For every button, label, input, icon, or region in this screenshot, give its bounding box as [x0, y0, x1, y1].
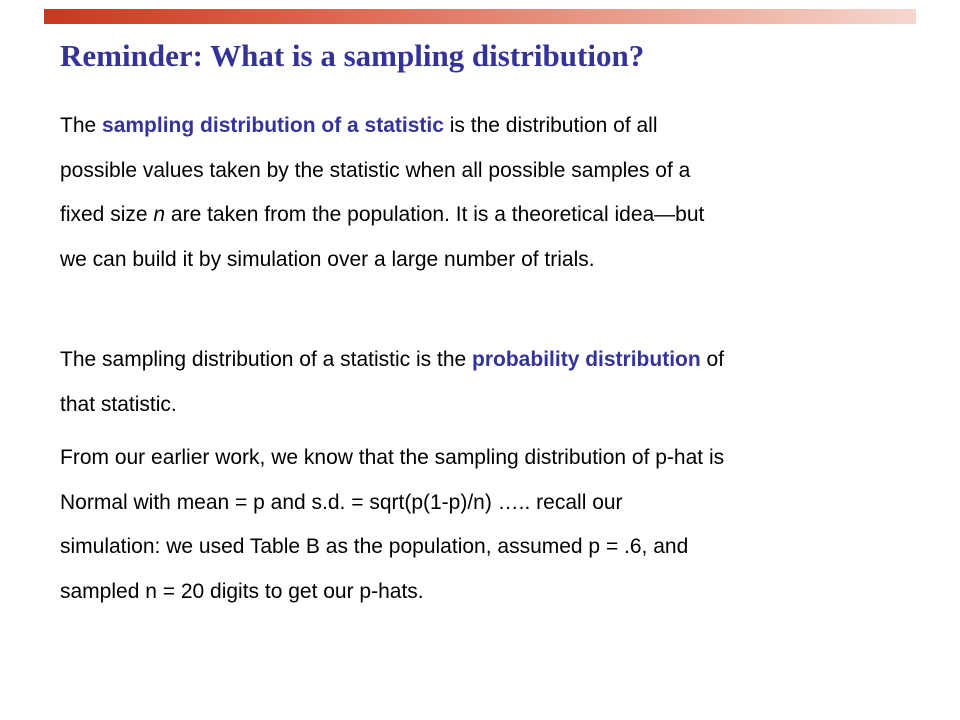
- paragraph-line: [60, 338, 920, 383]
- text-run: are taken from the population. It is a theoretical idea—but: [165, 203, 705, 226]
- paragraph-line: simulation: we used Table B as the population, assumed p = .6, and: [60, 535, 689, 558]
- text-run: The: [60, 114, 103, 137]
- paragraph-line: that statistic.: [60, 392, 177, 416]
- paragraph-definition: [60, 104, 920, 282]
- text-run: fixed size: [60, 203, 154, 226]
- paragraph-line: we can build it by simulation over a large number of trials.: [60, 247, 595, 271]
- italic-variable: n: [153, 203, 166, 226]
- text-run: of: [700, 348, 725, 371]
- text-run: is the distribution of all: [443, 114, 658, 137]
- paragraph-p-hat: [60, 436, 920, 614]
- paragraph-line: [60, 104, 920, 149]
- paragraph-line: Normal with mean = p and s.d. = sqrt(p(1-p)/n) ….. recall our: [60, 490, 623, 514]
- title-accent-bar: [44, 9, 916, 24]
- paragraph-line: [60, 193, 920, 238]
- emphasis-term: probability distribution: [472, 348, 701, 371]
- paragraph-line: From our earlier work, we know that the sampling distribution of p-hat is: [60, 446, 725, 469]
- paragraph-probability: [60, 338, 920, 427]
- slide-title: Reminder: What is a sampling distribution?: [60, 38, 645, 73]
- paragraph-line: possible values taken by the statistic when all possible samples of a: [60, 158, 691, 182]
- emphasis-term: sampling distribution of a statistic: [102, 114, 444, 137]
- text-run: The sampling distribution of a statistic is the: [60, 348, 473, 371]
- paragraph-line: sampled n = 20 digits to get our p-hats.: [60, 579, 424, 603]
